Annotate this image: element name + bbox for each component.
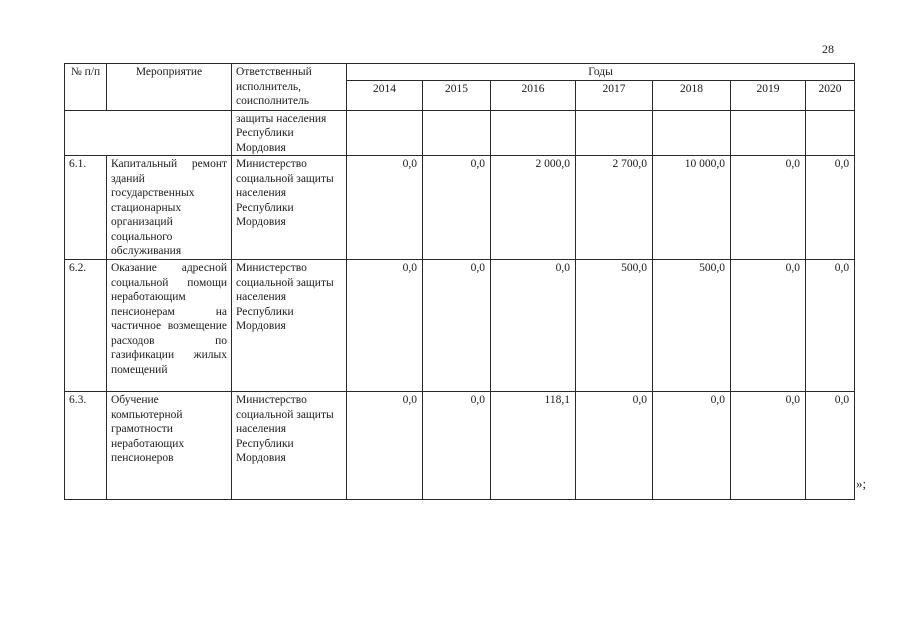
- value-2014: 0,0: [347, 392, 423, 500]
- year-2016: 2016: [491, 80, 576, 110]
- value-2017: 2 700,0: [576, 156, 653, 260]
- row-num: 6.1.: [65, 156, 107, 260]
- value-2016: 118,1: [491, 392, 576, 500]
- value-2018: 10 000,0: [653, 156, 731, 260]
- table-row: [65, 156, 855, 260]
- header-responsible: Ответственный исполнитель, соисполнитель: [232, 64, 347, 111]
- value-2019: 0,0: [731, 392, 806, 500]
- row-responsible: Министерство социальной защиты населения Республики Мордовия: [232, 392, 347, 500]
- value-2016: 0,0: [491, 260, 576, 392]
- row-num: 6.3.: [65, 392, 107, 500]
- row-num: 6.2.: [65, 260, 107, 392]
- value-2015: 0,0: [423, 260, 491, 392]
- continuation-empty: [65, 110, 232, 156]
- value-2018: 500,0: [653, 260, 731, 392]
- year-2015: 2015: [423, 80, 491, 110]
- header-row: [65, 64, 855, 81]
- value-2019: 0,0: [731, 156, 806, 260]
- value-2018: 0,0: [653, 392, 731, 500]
- value-2015: 0,0: [423, 156, 491, 260]
- value-2014: 0,0: [347, 260, 423, 392]
- continuation-row: [65, 110, 855, 156]
- value-2015: 0,0: [423, 392, 491, 500]
- closing-quote-mark: »;: [856, 476, 867, 491]
- value-2017: 0,0: [576, 392, 653, 500]
- value-2020: 0,0: [806, 260, 855, 392]
- table-row: [65, 392, 855, 500]
- row-responsible: Министерство социальной защиты населения Республики Мордовия: [232, 156, 347, 260]
- row-responsible: Министерство социальной защиты населения Республики Мордовия: [232, 260, 347, 392]
- year-2014: 2014: [347, 80, 423, 110]
- value-2016: 2 000,0: [491, 156, 576, 260]
- header-event: Мероприятие: [107, 64, 232, 111]
- year-2018: 2018: [653, 80, 731, 110]
- header-years: Годы: [347, 64, 855, 81]
- value-2014: 0,0: [347, 156, 423, 260]
- row-event: Капитальный ремонт зданий государственных стационарных организаций социального обслуживания: [107, 156, 232, 260]
- year-2020: 2020: [806, 80, 855, 110]
- value-2019: 0,0: [731, 260, 806, 392]
- table-row: [65, 260, 855, 392]
- header-num: № п/п: [65, 64, 107, 111]
- year-2019: 2019: [731, 80, 806, 110]
- year-2017: 2017: [576, 80, 653, 110]
- page-number: 28: [822, 42, 834, 56]
- row-event: Обучение компьютерной грамотности неработающих пенсионеров: [107, 392, 232, 500]
- value-2020: 0,0: [806, 156, 855, 260]
- continuation-responsible: защиты населения Республики Мордовия: [232, 110, 347, 156]
- row-event: Оказание адресной социальной помощи неработающим пенсионерам на частичное возмещение расходов по газификации жилых помещений: [107, 260, 232, 392]
- value-2017: 500,0: [576, 260, 653, 392]
- program-table: [64, 63, 855, 500]
- value-2020: 0,0: [806, 392, 855, 500]
